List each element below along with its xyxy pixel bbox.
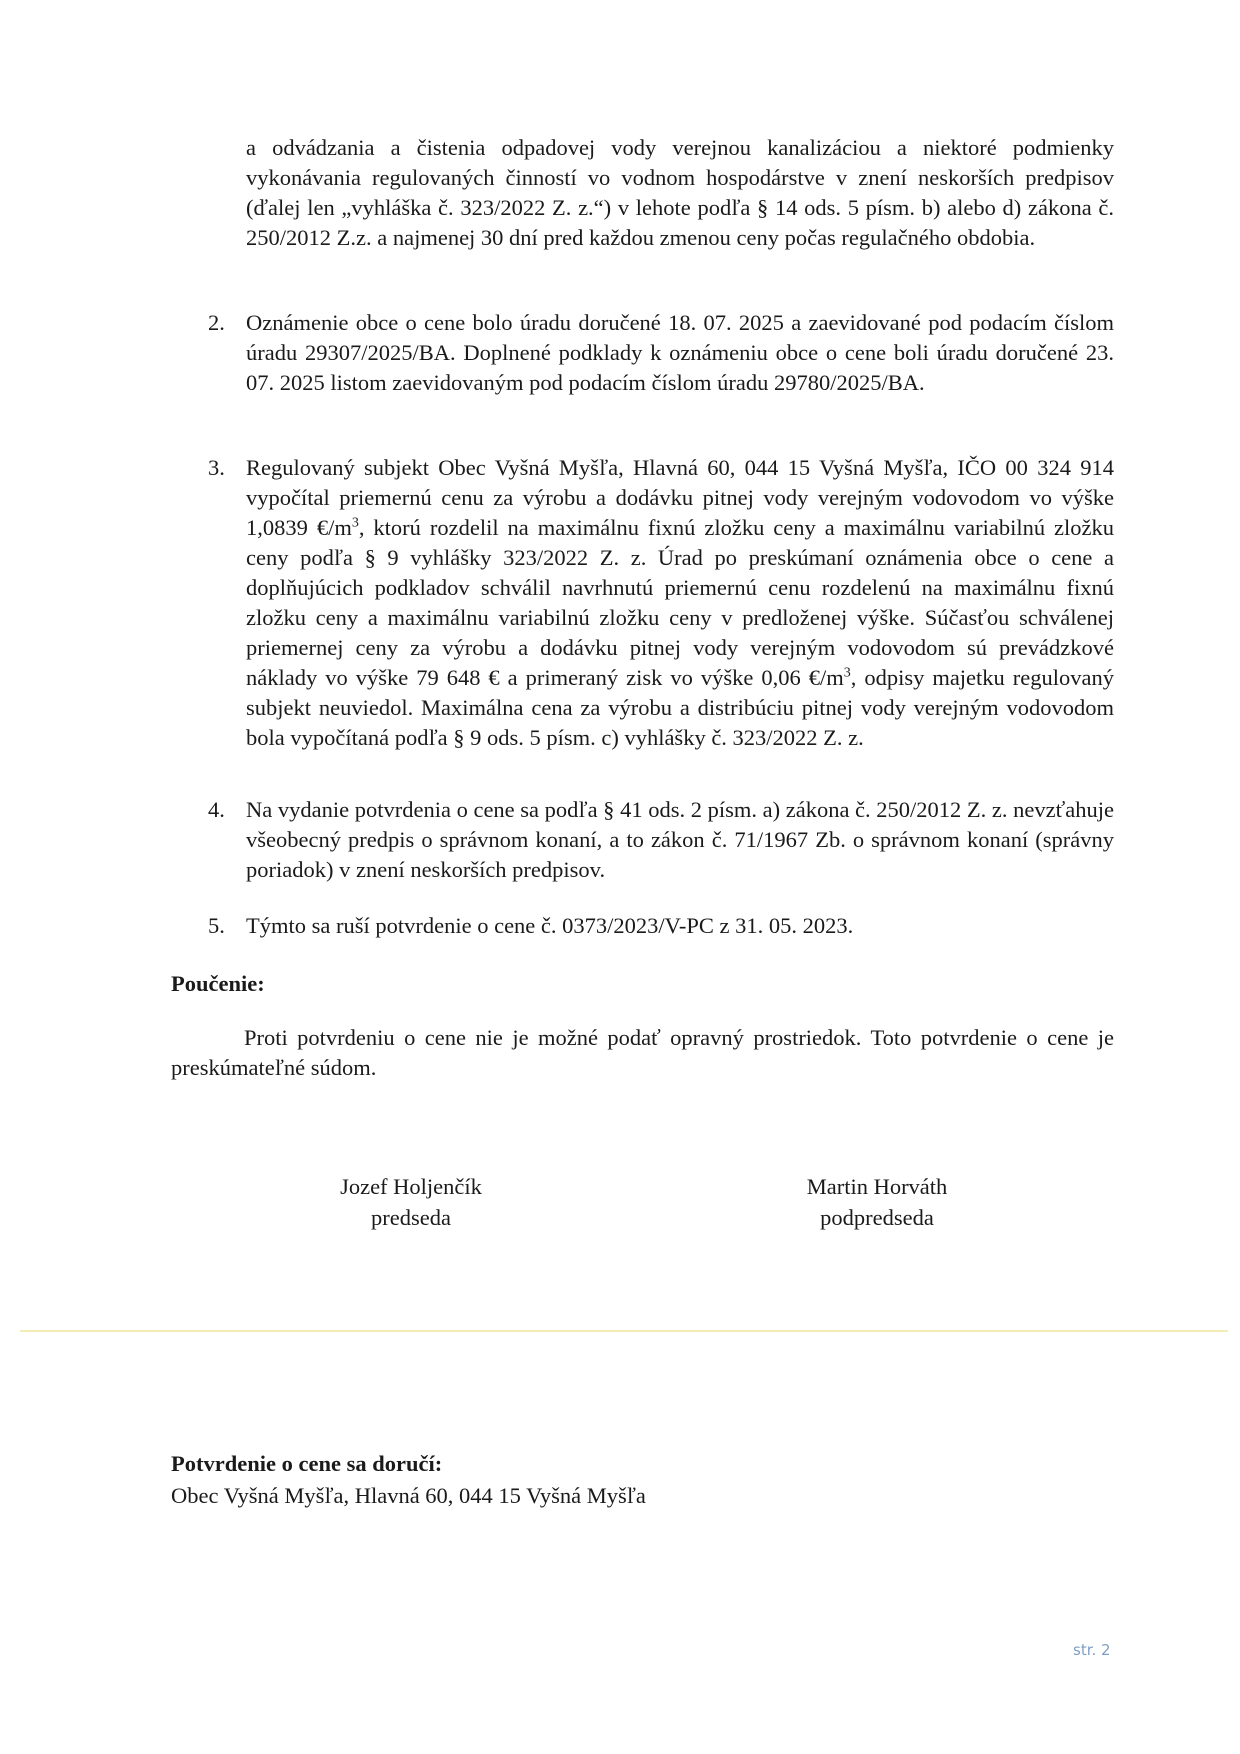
item-5-number: 5. [208, 913, 225, 938]
item-2-number: 2. [208, 310, 225, 335]
item-3-text-part1: Regulovaný subjekt Obec Vyšná Myšľa, Hlavná 60, 044 15 Vyšná Myšľa, IČO 00 324 914 vypočítal priemernú cenu za výrobu a dodávku pitnej vody verejným vodovodom vo výške 1,0839 €/m [246, 455, 1114, 540]
page-number: str. 2 [1073, 1641, 1111, 1659]
item-3-number: 3. [208, 455, 225, 480]
item-3-sup-2: 3 [843, 665, 851, 681]
poucenie-text: Proti potvrdeniu o cene nie je možné podať opravný prostriedok. Toto potvrdenie o cene je preskúmateľné súdom. [171, 1025, 1114, 1080]
item-5-text: Týmto sa ruší potvrdenie o cene č. 0373/2023/V-PC z 31. 05. 2023. [246, 913, 854, 938]
item-4-text: Na vydanie potvrdenia o cene sa podľa § 41 ods. 2 písm. a) zákona č. 250/2012 Z. z. nevzťahuje všeobecný predpis o správnom konaní, a to zákon č. 71/1967 Zb. o správnom konaní (správny poriadok) v znení neskorších predpisov. [246, 797, 1114, 882]
item-3-text [246, 453, 1114, 753]
signature-right [752, 1171, 1002, 1233]
item-3-sup-1: 3 [351, 515, 359, 531]
item-2-text: Oznámenie obce o cene bolo úradu doručené 18. 07. 2025 a zaevidované pod podacím číslom úradu 29307/2025/BA. Doplnené podklady k oznámeniu obce o cene boli úradu doručené 23. 07. 2025 listom zaevidovaným pod podacím číslom úradu 29780/2025/BA. [246, 310, 1114, 395]
signature-name: Jozef Holjenčík [340, 1174, 482, 1199]
item-4-number: 4. [208, 797, 225, 822]
paragraph-continuation: a odvádzania a čistenia odpadovej vody verejnou kanalizáciou a niektoré podmienky vykonávania regulovaných činností vo vodnom hospodárstve v znení neskorších predpisov (ďalej len „vyhláška č. 323/2022 Z. z.“) v lehote podľa § 14 ods. 5 písm. b) alebo d) zákona č. 250/2012 Z.z. a najmenej 30 dní pred každou zmenou ceny počas regulačného obdobia. [246, 135, 1114, 250]
signature-role: predseda [371, 1205, 451, 1230]
signature-name: Martin Horváth [806, 1174, 948, 1199]
delivery-recipient: Obec Vyšná Myšľa, Hlavná 60, 044 15 Vyšná Myšľa [171, 1483, 646, 1508]
scan-divider-line [20, 1330, 1228, 1332]
item-3-text-part2: , ktorú rozdelil na maximálnu fixnú zložku ceny a maximálnu variabilnú zložku ceny podľa § 9 vyhlášky 323/2022 Z. z. Úrad po preskúmaní oznámenia obce o cene a doplňujúcich podkladov schválil navrhnutú priemernú cenu rozdelenú na maximálnu fixnú zložku ceny a maximálnu variabilnú zložku ceny v predloženej výške. Súčasťou schválenej priemernej ceny za výrobu a dodávku pitnej vody verejným vodovodom sú prevádzkové náklady vo výške 79 648 € a primeraný zisk vo výške 0,06 €/m [246, 515, 1114, 690]
signature-role: podpredseda [820, 1205, 934, 1230]
signature-left [286, 1171, 536, 1233]
delivery-heading: Potvrdenie o cene sa doručí: [171, 1451, 443, 1476]
poucenie-heading: Poučenie: [171, 971, 265, 996]
item-3-text-part3: , odpisy majetku regulovaný subjekt neuviedol. Maximálna cena za výrobu a distribúciu pitnej vody verejným vodovodom bola vypočítaná podľa § 9 ods. 5 písm. c) vyhlášky č. 323/2022 Z. z. [246, 665, 1115, 750]
